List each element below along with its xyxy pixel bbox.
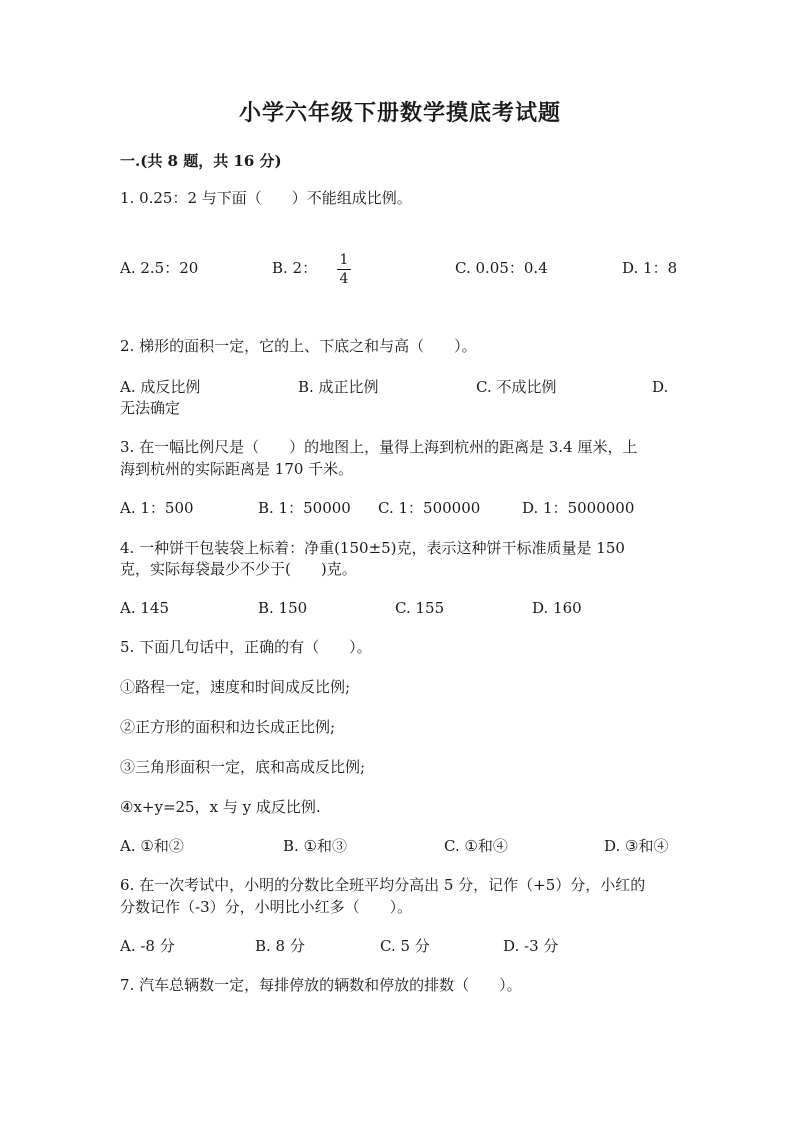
question-1-option-d: D. 1：8 [622, 259, 678, 277]
question-2-option-d: D. [652, 378, 669, 396]
question-6-stem-line-2: 分数记作（-3）分，小明比小红多（ ）。 [120, 898, 413, 916]
question-3-option-c: C. 1：500000 [378, 499, 481, 517]
question-5-statement-3: ③三角形面积一定，底和高成反比例; [120, 758, 366, 776]
question-6-stem-line-1: 6. 在一次考试中，小明的分数比全班平均分高出 5 分，记作（+5）分，小红的 [120, 876, 646, 894]
question-5-stem: 5. 下面几句话中，正确的有（ ）。 [120, 638, 372, 656]
question-7-stem: 7. 汽车总辆数一定，每排停放的辆数和停放的排数（ ）。 [120, 976, 522, 994]
fraction-numerator: 1 [339, 252, 349, 268]
question-1-stem: 1. 0.25：2 与下面（ ）不能组成比例。 [120, 189, 412, 207]
question-2-option-b: B. 成正比例 [298, 378, 379, 396]
section-heading: 一.(共 8 题，共 16 分) [120, 152, 282, 170]
question-4-stem-line-2: 克，实际每袋最少不少于( )克。 [120, 560, 357, 578]
fraction-bar [337, 269, 351, 270]
question-5-option-b: B. ①和③ [283, 837, 348, 855]
question-4-option-b: B. 150 [258, 599, 308, 617]
question-6-option-d: D. -3 分 [503, 937, 559, 955]
question-6-option-b: B. 8 分 [255, 937, 305, 955]
question-2-stem: 2. 梯形的面积一定，它的上、下底之和与高（ ）。 [120, 337, 477, 355]
question-5-option-c: C. ①和④ [444, 837, 508, 855]
question-4-option-d: D. 160 [532, 599, 582, 617]
question-6-option-c: C. 5 分 [380, 937, 430, 955]
question-3-option-d: D. 1：5000000 [522, 499, 635, 517]
question-1-option-a: A. 2.5：20 [120, 259, 199, 277]
question-4-option-a: A. 145 [120, 599, 169, 617]
question-4-stem-line-1: 4. 一种饼干包装袋上标着：净重(150±5)克，表示这种饼干标准质量是 150 [120, 539, 625, 557]
fraction-denominator: 4 [339, 271, 349, 287]
question-3-option-b: B. 1：50000 [258, 499, 351, 517]
question-3-option-a: A. 1：500 [120, 499, 194, 517]
question-6-option-a: A. -8 分 [120, 937, 175, 955]
question-2-option-c: C. 不成比例 [476, 378, 557, 396]
question-4-option-c: C. 155 [395, 599, 445, 617]
question-5-statement-2: ②正方形的面积和边长成正比例; [120, 718, 336, 736]
question-3-stem-line-2: 海到杭州的实际距离是 170 千米。 [120, 460, 354, 478]
question-5-statement-1: ①路程一定，速度和时间成反比例; [120, 678, 351, 696]
question-5-statement-4: ④x+y=25，x 与 y 成反比例. [120, 798, 321, 816]
page-title: 小学六年级下册数学摸底考试题 [238, 100, 561, 126]
question-3-stem-line-1: 3. 在一幅比例尺是（ ）的地图上，量得上海到杭州的距离是 3.4 厘米，上 [120, 438, 638, 456]
question-2-option-d-text: 无法确定 [120, 399, 181, 417]
question-5-option-a: A. ①和② [120, 837, 184, 855]
question-5-option-d: D. ③和④ [604, 837, 669, 855]
question-1-option-b-fraction [337, 252, 351, 287]
question-1-option-c: C. 0.05：0.4 [455, 259, 548, 277]
question-2-option-a: A. 成反比例 [120, 378, 201, 396]
question-1-option-b: B. 2： [272, 259, 318, 277]
